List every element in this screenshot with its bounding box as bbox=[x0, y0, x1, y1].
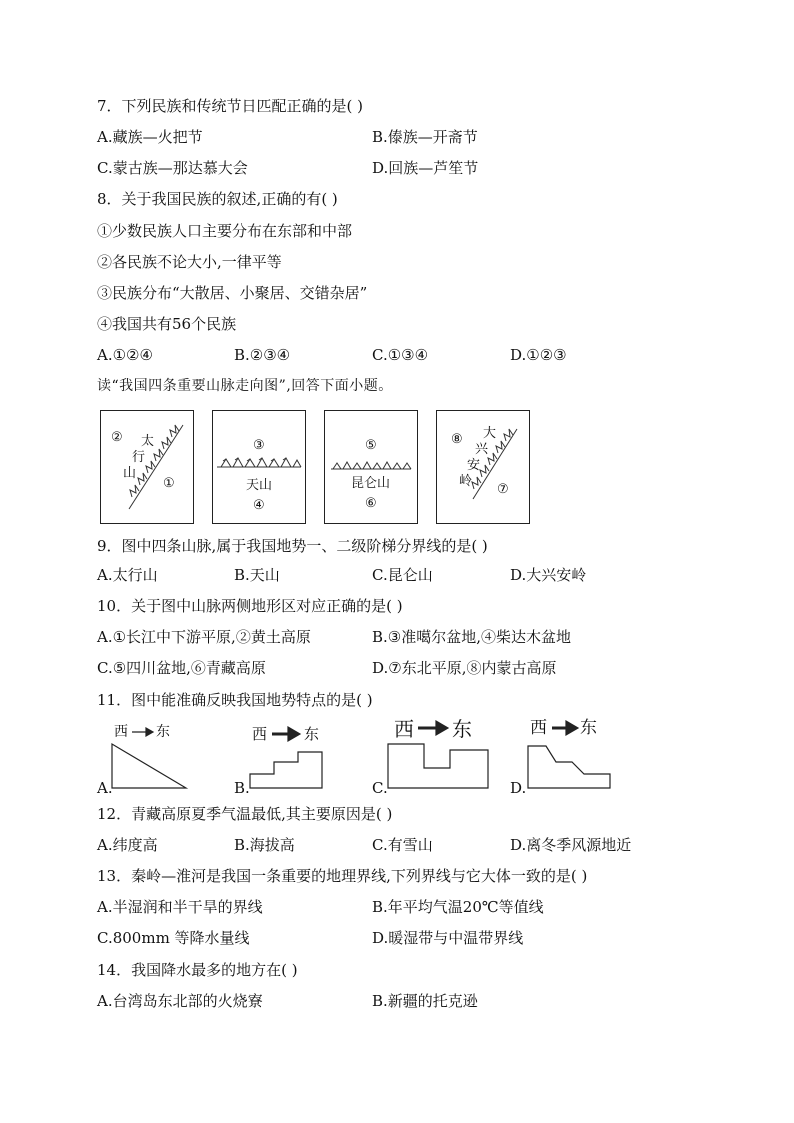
q11-c-west: 西 bbox=[394, 717, 414, 741]
q11-diagram-d[interactable] bbox=[524, 716, 616, 792]
q12-option-b[interactable]: B.海拔高 bbox=[234, 836, 295, 854]
q11-a-east: 东 bbox=[156, 724, 170, 740]
q11-diagram-b[interactable] bbox=[246, 722, 336, 792]
q9-option-a[interactable]: A.太行山 bbox=[97, 566, 158, 584]
q10-option-c[interactable]: C.⑤四川盆地,⑥青藏高原 bbox=[97, 659, 266, 677]
map-label-kunlun: 昆仑山 bbox=[351, 476, 391, 491]
reading-intro: 读“我国四条重要山脉走向图”,回答下面小题。 bbox=[97, 378, 393, 394]
q7-option-b[interactable]: B.傣族—开斋节 bbox=[372, 128, 478, 146]
map-label-tai: 太 bbox=[141, 434, 155, 449]
q11-diagram-c[interactable] bbox=[384, 716, 494, 792]
q13-option-c[interactable]: C.800mm 等降水量线 bbox=[97, 929, 250, 947]
q8-option-d[interactable]: D.①②③ bbox=[510, 346, 567, 364]
q11-option-b-label[interactable]: B. bbox=[234, 779, 250, 797]
q14-option-a[interactable]: A.台湾岛东北部的火烧寮 bbox=[97, 992, 263, 1010]
q13-stem: 13．秦岭—淮河是我国一条重要的地理界线,下列界线与它大体一致的是( ) bbox=[97, 867, 588, 885]
q11-b-west: 西 bbox=[252, 725, 268, 743]
q8-option-a[interactable]: A.①②④ bbox=[97, 346, 153, 364]
map-number-5: ⑤ bbox=[365, 438, 377, 453]
q8-statement-1: ①少数民族人口主要分布在东部和中部 bbox=[97, 222, 353, 240]
q12-option-d[interactable]: D.离冬季风源地近 bbox=[510, 836, 632, 854]
map-label-ling: 岭 bbox=[459, 474, 473, 489]
map-number-2: ② bbox=[111, 430, 123, 445]
map-number-8: ⑧ bbox=[451, 432, 463, 447]
map-panel-daxinganling bbox=[436, 410, 530, 524]
map-label-tianshan: 天山 bbox=[246, 478, 273, 493]
map-number-7: ⑦ bbox=[497, 482, 509, 497]
map-panel-tianshan bbox=[212, 410, 306, 524]
q14-stem: 14．我国降水最多的地方在( ) bbox=[97, 961, 298, 979]
q13-option-a[interactable]: A.半湿润和半干旱的界线 bbox=[97, 898, 263, 916]
q11-option-c-label[interactable]: C. bbox=[372, 779, 388, 797]
q7-option-c[interactable]: C.蒙古族—那达慕大会 bbox=[97, 159, 248, 177]
q11-c-east: 东 bbox=[452, 717, 472, 741]
q8-stem: 8．关于我国民族的叙述,正确的有( ) bbox=[97, 190, 338, 208]
q8-statement-3: ③民族分布“大散居、小聚居、交错杂居” bbox=[97, 284, 368, 302]
map-number-6: ⑥ bbox=[365, 496, 377, 511]
map-panel-taihang bbox=[100, 410, 194, 524]
q12-option-c[interactable]: C.有雪山 bbox=[372, 836, 433, 854]
q7-option-d[interactable]: D.回族—芦笙节 bbox=[372, 159, 479, 177]
q9-option-b[interactable]: B.天山 bbox=[234, 566, 280, 584]
q12-stem: 12．青藏高原夏季气温最低,其主要原因是( ) bbox=[97, 805, 393, 823]
map-label-xing: 兴 bbox=[475, 442, 489, 457]
q13-option-b[interactable]: B.年平均气温20℃等值线 bbox=[372, 898, 544, 916]
q9-option-d[interactable]: D.大兴安岭 bbox=[510, 566, 587, 584]
q11-d-east: 东 bbox=[580, 718, 597, 738]
q10-option-d[interactable]: D.⑦东北平原,⑧内蒙古高原 bbox=[372, 659, 557, 677]
map-label-shan: 山 bbox=[123, 466, 137, 481]
q10-option-a[interactable]: A.①长江中下游平原,②黄土高原 bbox=[97, 628, 311, 646]
q12-option-a[interactable]: A.纬度高 bbox=[97, 836, 158, 854]
q7-option-a[interactable]: A.藏族—火把节 bbox=[97, 128, 203, 146]
q9-stem: 9．图中四条山脉,属于我国地势一、二级阶梯分界线的是( ) bbox=[97, 537, 488, 555]
q10-stem: 10．关于图中山脉两侧地形区对应正确的是( ) bbox=[97, 597, 403, 615]
map-number-3: ③ bbox=[253, 438, 265, 453]
map-label-da: 大 bbox=[483, 426, 497, 441]
q11-b-east: 东 bbox=[304, 725, 320, 743]
q13-option-d[interactable]: D.暖湿带与中温带界线 bbox=[372, 929, 524, 947]
q11-option-a-label[interactable]: A. bbox=[97, 779, 113, 797]
q11-d-west: 西 bbox=[530, 718, 547, 738]
q7-stem: 7．下列民族和传统节日匹配正确的是( ) bbox=[97, 97, 364, 115]
q11-stem: 11．图中能准确反映我国地势特点的是( ) bbox=[97, 691, 373, 709]
q8-statement-4: ④我国共有56个民族 bbox=[97, 315, 237, 333]
map-label-an: 安 bbox=[467, 458, 481, 473]
map-number-1: ① bbox=[163, 476, 175, 491]
taihang-ridge-icon bbox=[101, 411, 193, 523]
map-label-hang: 行 bbox=[132, 450, 146, 465]
q9-option-c[interactable]: C.昆仑山 bbox=[372, 566, 433, 584]
q14-option-b[interactable]: B.新疆的托克逊 bbox=[372, 992, 478, 1010]
map-panel-kunlun bbox=[324, 410, 418, 524]
q8-statement-2: ②各民族不论大小,一律平等 bbox=[97, 253, 282, 271]
q11-option-d-label[interactable]: D. bbox=[510, 779, 527, 797]
q8-option-c[interactable]: C.①③④ bbox=[372, 346, 429, 364]
q11-a-west: 西 bbox=[114, 724, 128, 740]
q10-option-b[interactable]: B.③准噶尔盆地,④柴达木盆地 bbox=[372, 628, 572, 646]
map-number-4: ④ bbox=[253, 498, 265, 513]
q11-diagram-a[interactable] bbox=[108, 722, 198, 792]
q8-option-b[interactable]: B.②③④ bbox=[234, 346, 291, 364]
